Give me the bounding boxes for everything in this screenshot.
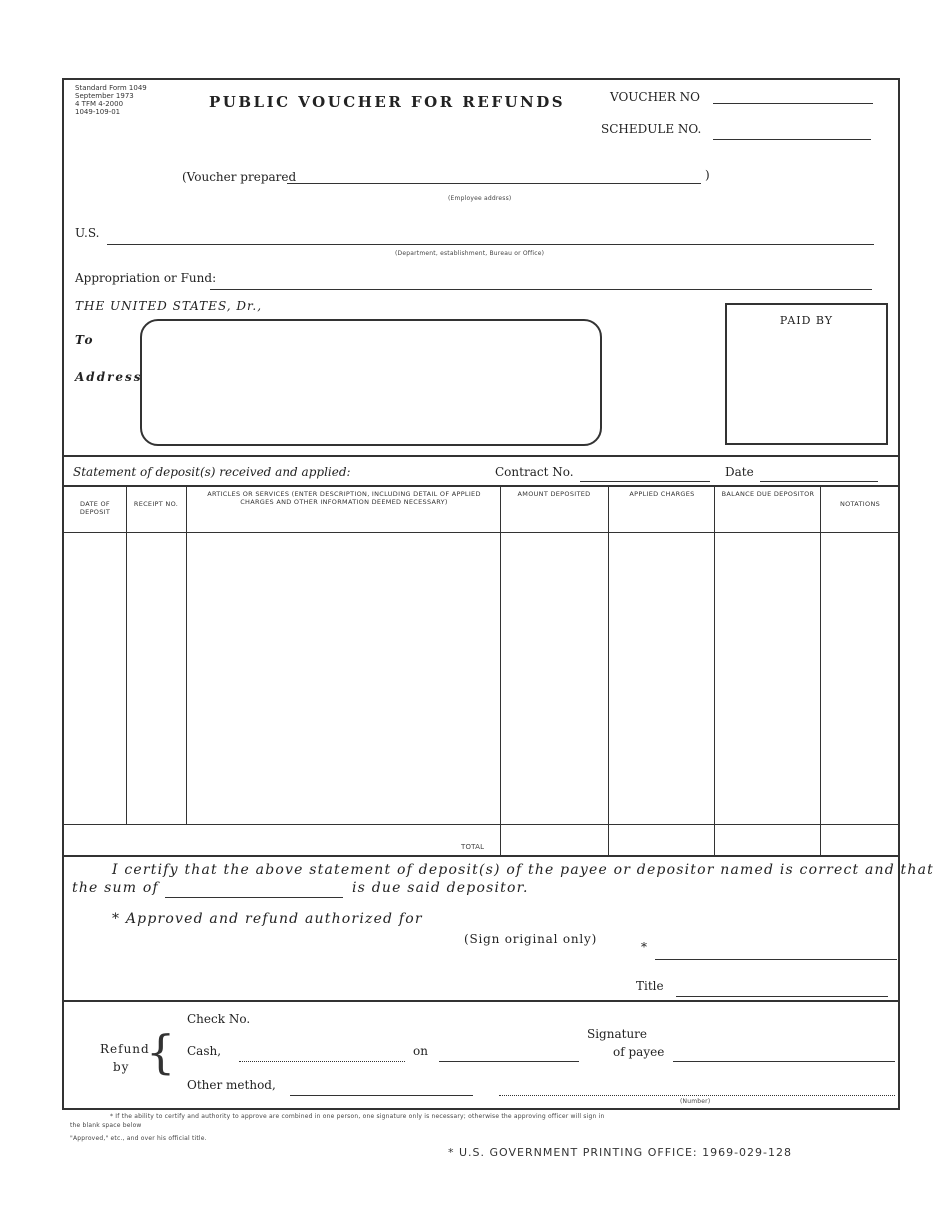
signature-label: Signature — [587, 1027, 648, 1041]
schedule-no-label: SCHEDULE NO. — [601, 122, 702, 136]
standard-line: 4 TFM 4-2000 — [75, 100, 124, 108]
payee-signature-field[interactable] — [673, 1050, 895, 1062]
title-field[interactable] — [676, 985, 888, 997]
voucher-prepared-field[interactable] — [287, 172, 701, 184]
check-no-label: Check No. — [187, 1012, 251, 1026]
approved-label: * Approved and refund authorized for — [112, 911, 423, 927]
col-balance-due: BALANCE DUE DEPOSITOR — [721, 490, 815, 498]
standard-line: 1049-109-01 — [75, 108, 121, 116]
standard-form-id — [75, 84, 185, 116]
voucher-no-field[interactable] — [713, 92, 873, 104]
contract-no-label: Contract No. — [495, 465, 574, 479]
other-method-label: Other method, — [187, 1078, 276, 1092]
total-row-line — [62, 824, 900, 825]
payee-address-box[interactable] — [140, 319, 602, 446]
gpo-imprint: * U.S. GOVERNMENT PRINTING OFFICE: 1969-029-128 — [448, 1146, 793, 1159]
date-field[interactable] — [760, 470, 878, 482]
number-field[interactable] — [499, 1084, 895, 1096]
standard-line: Standard Form 1049 — [75, 84, 147, 92]
appropriation-field[interactable] — [210, 278, 872, 290]
divider — [62, 455, 900, 457]
us-sub: (Department, establishment, Bureau or Office) — [395, 250, 545, 257]
col-date-of-deposit: DATE OF DEPOSIT — [79, 500, 111, 516]
cash-date-field[interactable] — [439, 1050, 579, 1062]
footnote-line2: the blank space below — [70, 1122, 142, 1129]
on-label: on — [413, 1044, 428, 1058]
date-label: Date — [725, 465, 754, 479]
table-body[interactable] — [63, 533, 899, 824]
appropriation-label: Appropriation or Fund: — [75, 271, 217, 285]
cash-label: Cash, — [187, 1044, 222, 1058]
sign-original-label: (Sign original only) — [464, 932, 598, 946]
us-department-field[interactable] — [107, 233, 874, 245]
divider — [62, 1000, 900, 1002]
voucher-prepared-close: ) — [705, 168, 710, 182]
total-label: TOTAL — [461, 843, 485, 851]
footnote-line1: * If the ability to certify and authority to approve are combined in one person, one signature only is necessary; otherwise the approving officer will sign in — [110, 1113, 605, 1120]
refund-by-label: by — [113, 1060, 130, 1074]
brace-icon: { — [146, 1025, 176, 1079]
col-receipt-no: RECEIPT NO. — [133, 500, 179, 508]
schedule-no-field[interactable] — [713, 128, 871, 140]
voucher-prepared-label: (Voucher prepared — [182, 170, 297, 184]
number-sub: (Number) — [680, 1098, 711, 1105]
united-states-label: THE UNITED STATES, Dr., — [75, 299, 263, 313]
col-applied-charges: APPLIED CHARGES — [629, 490, 695, 498]
paid-by-box[interactable] — [725, 303, 888, 445]
footnote-line3: "Approved," etc., and over his official title. — [70, 1135, 207, 1142]
paid-by-label: PAID BY — [779, 314, 834, 327]
to-label: To — [75, 333, 95, 347]
approving-signature-field[interactable] — [655, 948, 897, 960]
asterisk-mark: * — [641, 940, 647, 954]
standard-line: September 1973 — [75, 92, 134, 100]
divider — [62, 485, 900, 487]
divider — [62, 855, 900, 857]
sum-field[interactable] — [165, 884, 343, 898]
cash-amount-field[interactable] — [239, 1050, 405, 1062]
col-articles-or-services: ARTICLES OR SERVICES (ENTER DESCRIPTION, INCLUDING DETAIL OF APPLIED CHARGES AND OTHER INFORMATION DEEMED NECESSARY) — [207, 490, 481, 506]
col-notations: NOTATIONS — [839, 500, 881, 508]
due-said-label: is due said depositor. — [352, 880, 529, 896]
of-payee-label: of payee — [613, 1045, 665, 1059]
certify-line: I certify that the above statement of deposit(s) of the payee or depositor named is correct and that — [112, 862, 934, 878]
address-label: Address — [75, 370, 143, 384]
refund-label: Refund — [100, 1042, 150, 1056]
other-method-field[interactable] — [290, 1084, 473, 1096]
voucher-prepared-sub: (Employee address) — [448, 195, 512, 202]
statement-label: Statement of deposit(s) received and applied: — [73, 465, 351, 479]
contract-no-field[interactable] — [580, 470, 710, 482]
voucher-no-label: VOUCHER NO — [610, 90, 700, 104]
col-amount-deposited: AMOUNT DEPOSITED — [517, 490, 591, 498]
title-label: Title — [636, 979, 664, 993]
the-sum-of-label: the sum of — [72, 880, 159, 896]
us-label: U.S. — [75, 226, 100, 240]
form-title: PUBLIC VOUCHER FOR REFUNDS — [209, 93, 566, 111]
